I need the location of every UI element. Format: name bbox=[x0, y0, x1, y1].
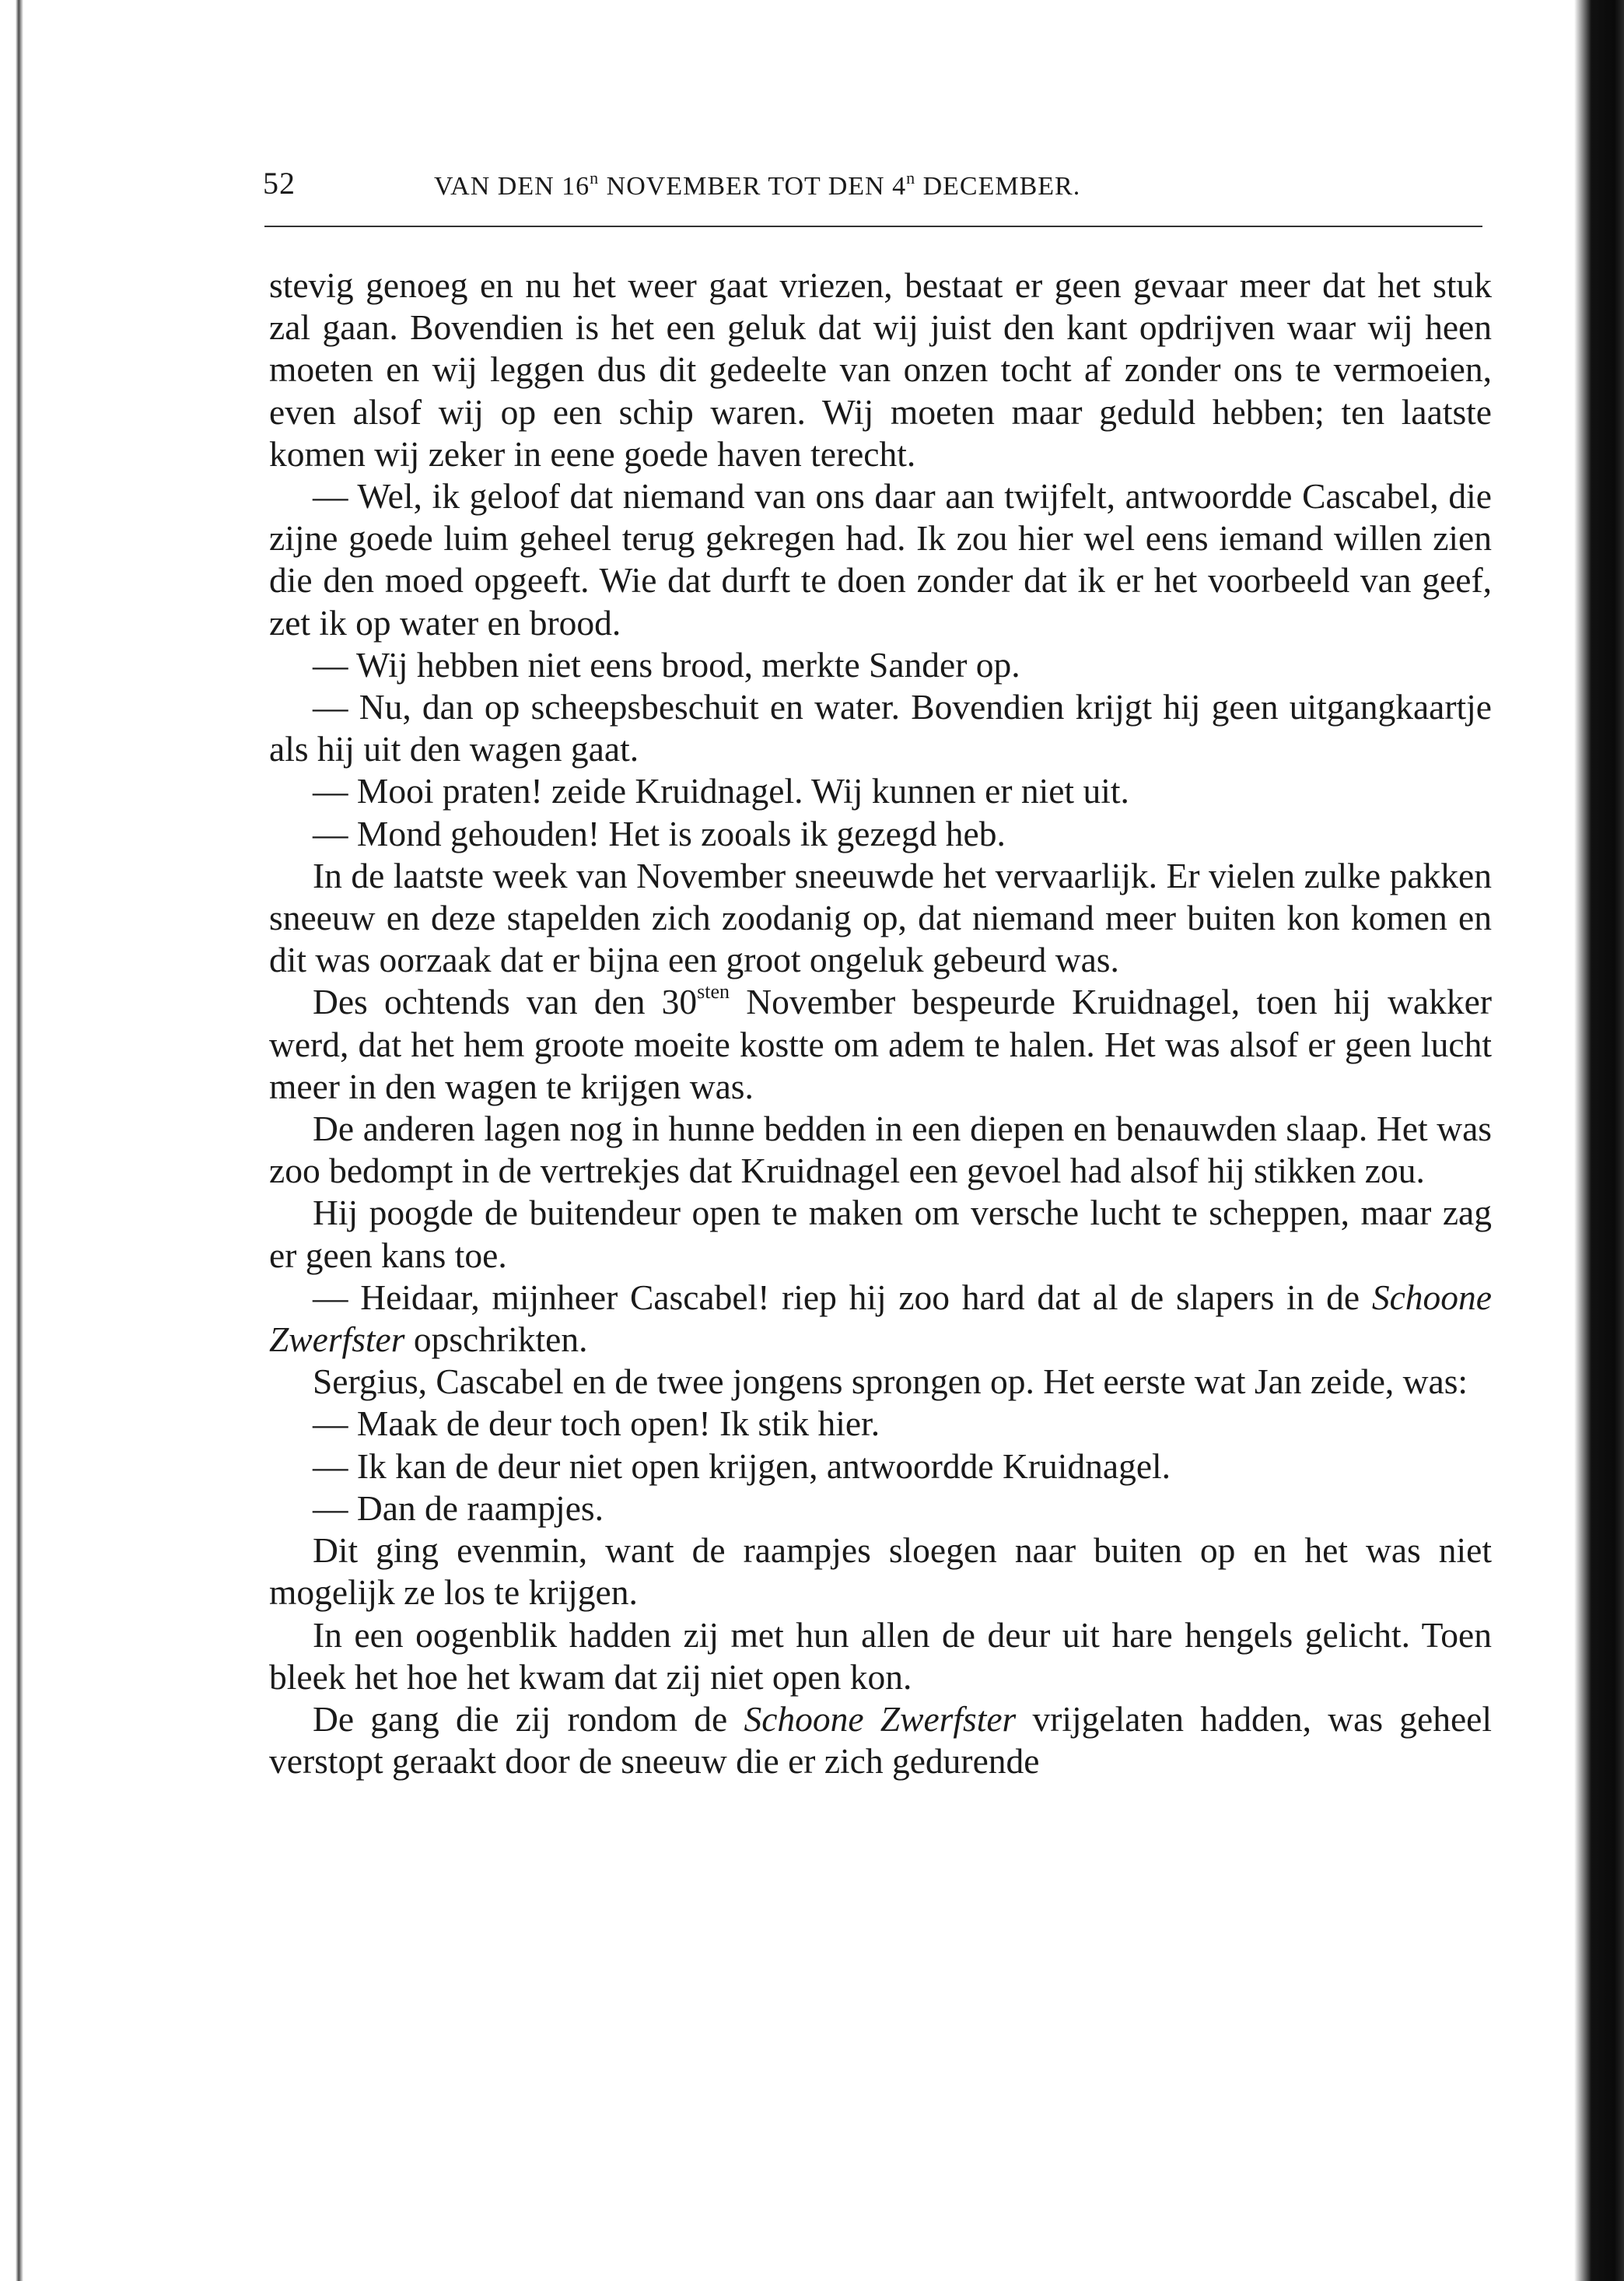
running-title-part3: DECEMBER. bbox=[915, 172, 1081, 201]
paragraph: — Ik kan de deur niet open krijgen, antwoordde Kruidnagel. bbox=[313, 1445, 1171, 1486]
paragraph: Hij poogde de buitendeur open te maken om versche lucht te scheppen, maar zag er geen kans toe. bbox=[269, 1193, 1492, 1275]
page-number: 52 bbox=[263, 166, 296, 201]
running-title-sup2: n bbox=[906, 168, 916, 187]
running-title bbox=[434, 168, 1080, 201]
page-header bbox=[263, 165, 1486, 212]
running-title-part1: VAN DEN 16 bbox=[434, 172, 590, 201]
paragraph: — Mooi praten! zeide Kruidnagel. Wij kunnen er niet uit. bbox=[313, 771, 1129, 811]
paragraph-segment: opschrikten. bbox=[404, 1319, 588, 1360]
paragraph: stevig genoeg en nu het weer gaat vriezen, bestaat er geen gevaar meer dat het stuk zal gaan. Bovendien is het een geluk dat wij juist den kant opdrijven waar wij heen moeten en wij leggen dus dit gedeelte van onzen tocht af zonder ons te vermoeien, even alsof wij op een schip waren. Wij moeten maar geduld hebben; ten laatste komen wij zeker in eene goede haven terecht. bbox=[269, 265, 1492, 474]
paragraph: — Mond gehouden! Het is zooals ik gezegd heb. bbox=[313, 813, 1006, 853]
paragraph bbox=[269, 981, 1492, 1108]
paragraph-segment: vrijgelaten hadden, was geheel verstopt geraakt door de sneeuw die er zich gedurende bbox=[269, 1698, 1492, 1782]
body-text bbox=[269, 265, 1492, 1782]
paragraph: In de laatste week van November sneeuwde het vervaarlijk. Er vielen zulke pakken sneeuw en deze stapelden zich zoodanig op, dat niemand meer buiten kon komen en dit was oorzaak dat er bijna een groot ongeluk gebeurd was. bbox=[269, 855, 1492, 980]
paragraph: — Nu, dan op scheepsbeschuit en water. Bovendien krijgt hij geen uitgangkaartje als hij uit den wagen gaat. bbox=[269, 687, 1492, 769]
running-title-sup1: n bbox=[590, 168, 600, 187]
paragraph-segment: De gang die zij rondom de bbox=[313, 1698, 744, 1739]
superscript: sten bbox=[697, 980, 730, 1004]
paragraph-segment: November bespeurde Kruidnagel, toen hij wakker werd, dat het hem groote moeite kostte om adem te halen. Het was alsof er geen lucht meer in den wagen te krijgen was. bbox=[269, 982, 1492, 1106]
italic-title: Schoone Zwerfster bbox=[744, 1698, 1017, 1739]
paragraph-segment: Des ochtends van den 30 bbox=[313, 982, 698, 1022]
paragraph: De anderen lagen nog in hunne bedden in een diepen en benauwden slaap. Het was zoo bedompt in de vertrekjes dat Kruidnagel een gevoel had alsof hij stikken zou. bbox=[269, 1109, 1492, 1191]
paragraph: — Wel, ik geloof dat niemand van ons daar aan twijfelt, antwoordde Cascabel, die zijne goede luim geheel terug gekregen had. Ik zou hier wel eens iemand willen zien die den moed opgeeft. Wie dat durft te doen zonder dat ik er het voorbeeld van geef, zet ik op water en brood. bbox=[269, 476, 1492, 643]
paragraph bbox=[269, 1277, 1492, 1361]
scan-right-edge bbox=[1560, 0, 1624, 2281]
paragraph-segment: — Heidaar, mijnheer Cascabel! riep hij zoo hard dat al de slapers in de bbox=[313, 1277, 1372, 1317]
paragraph: — Maak de deur toch open! Ik stik hier. bbox=[313, 1403, 880, 1444]
paragraph: Dit ging evenmin, want de raampjes sloegen naar buiten op en het was niet mogelijk ze los te krijgen. bbox=[269, 1530, 1492, 1613]
paragraph: In een oogenblik hadden zij met hun allen de deur uit hare hengels gelicht. Toen bleek het hoe het kwam dat zij niet open kon. bbox=[269, 1614, 1492, 1697]
italic-title: Schoone Zwerfster bbox=[269, 1277, 1492, 1360]
header-rule bbox=[264, 226, 1482, 227]
scan-left-edge bbox=[0, 0, 36, 2281]
paragraph: — Dan de raampjes. bbox=[313, 1487, 604, 1528]
paragraph bbox=[269, 1698, 1492, 1782]
paragraph: — Wij hebben niet eens brood, merkte Sander op. bbox=[313, 644, 1020, 685]
running-title-part2: NOVEMBER TOT DEN 4 bbox=[599, 172, 907, 201]
paragraph: Sergius, Cascabel en de twee jongens sprongen op. Het eerste wat Jan zeide, was: bbox=[313, 1361, 1468, 1402]
